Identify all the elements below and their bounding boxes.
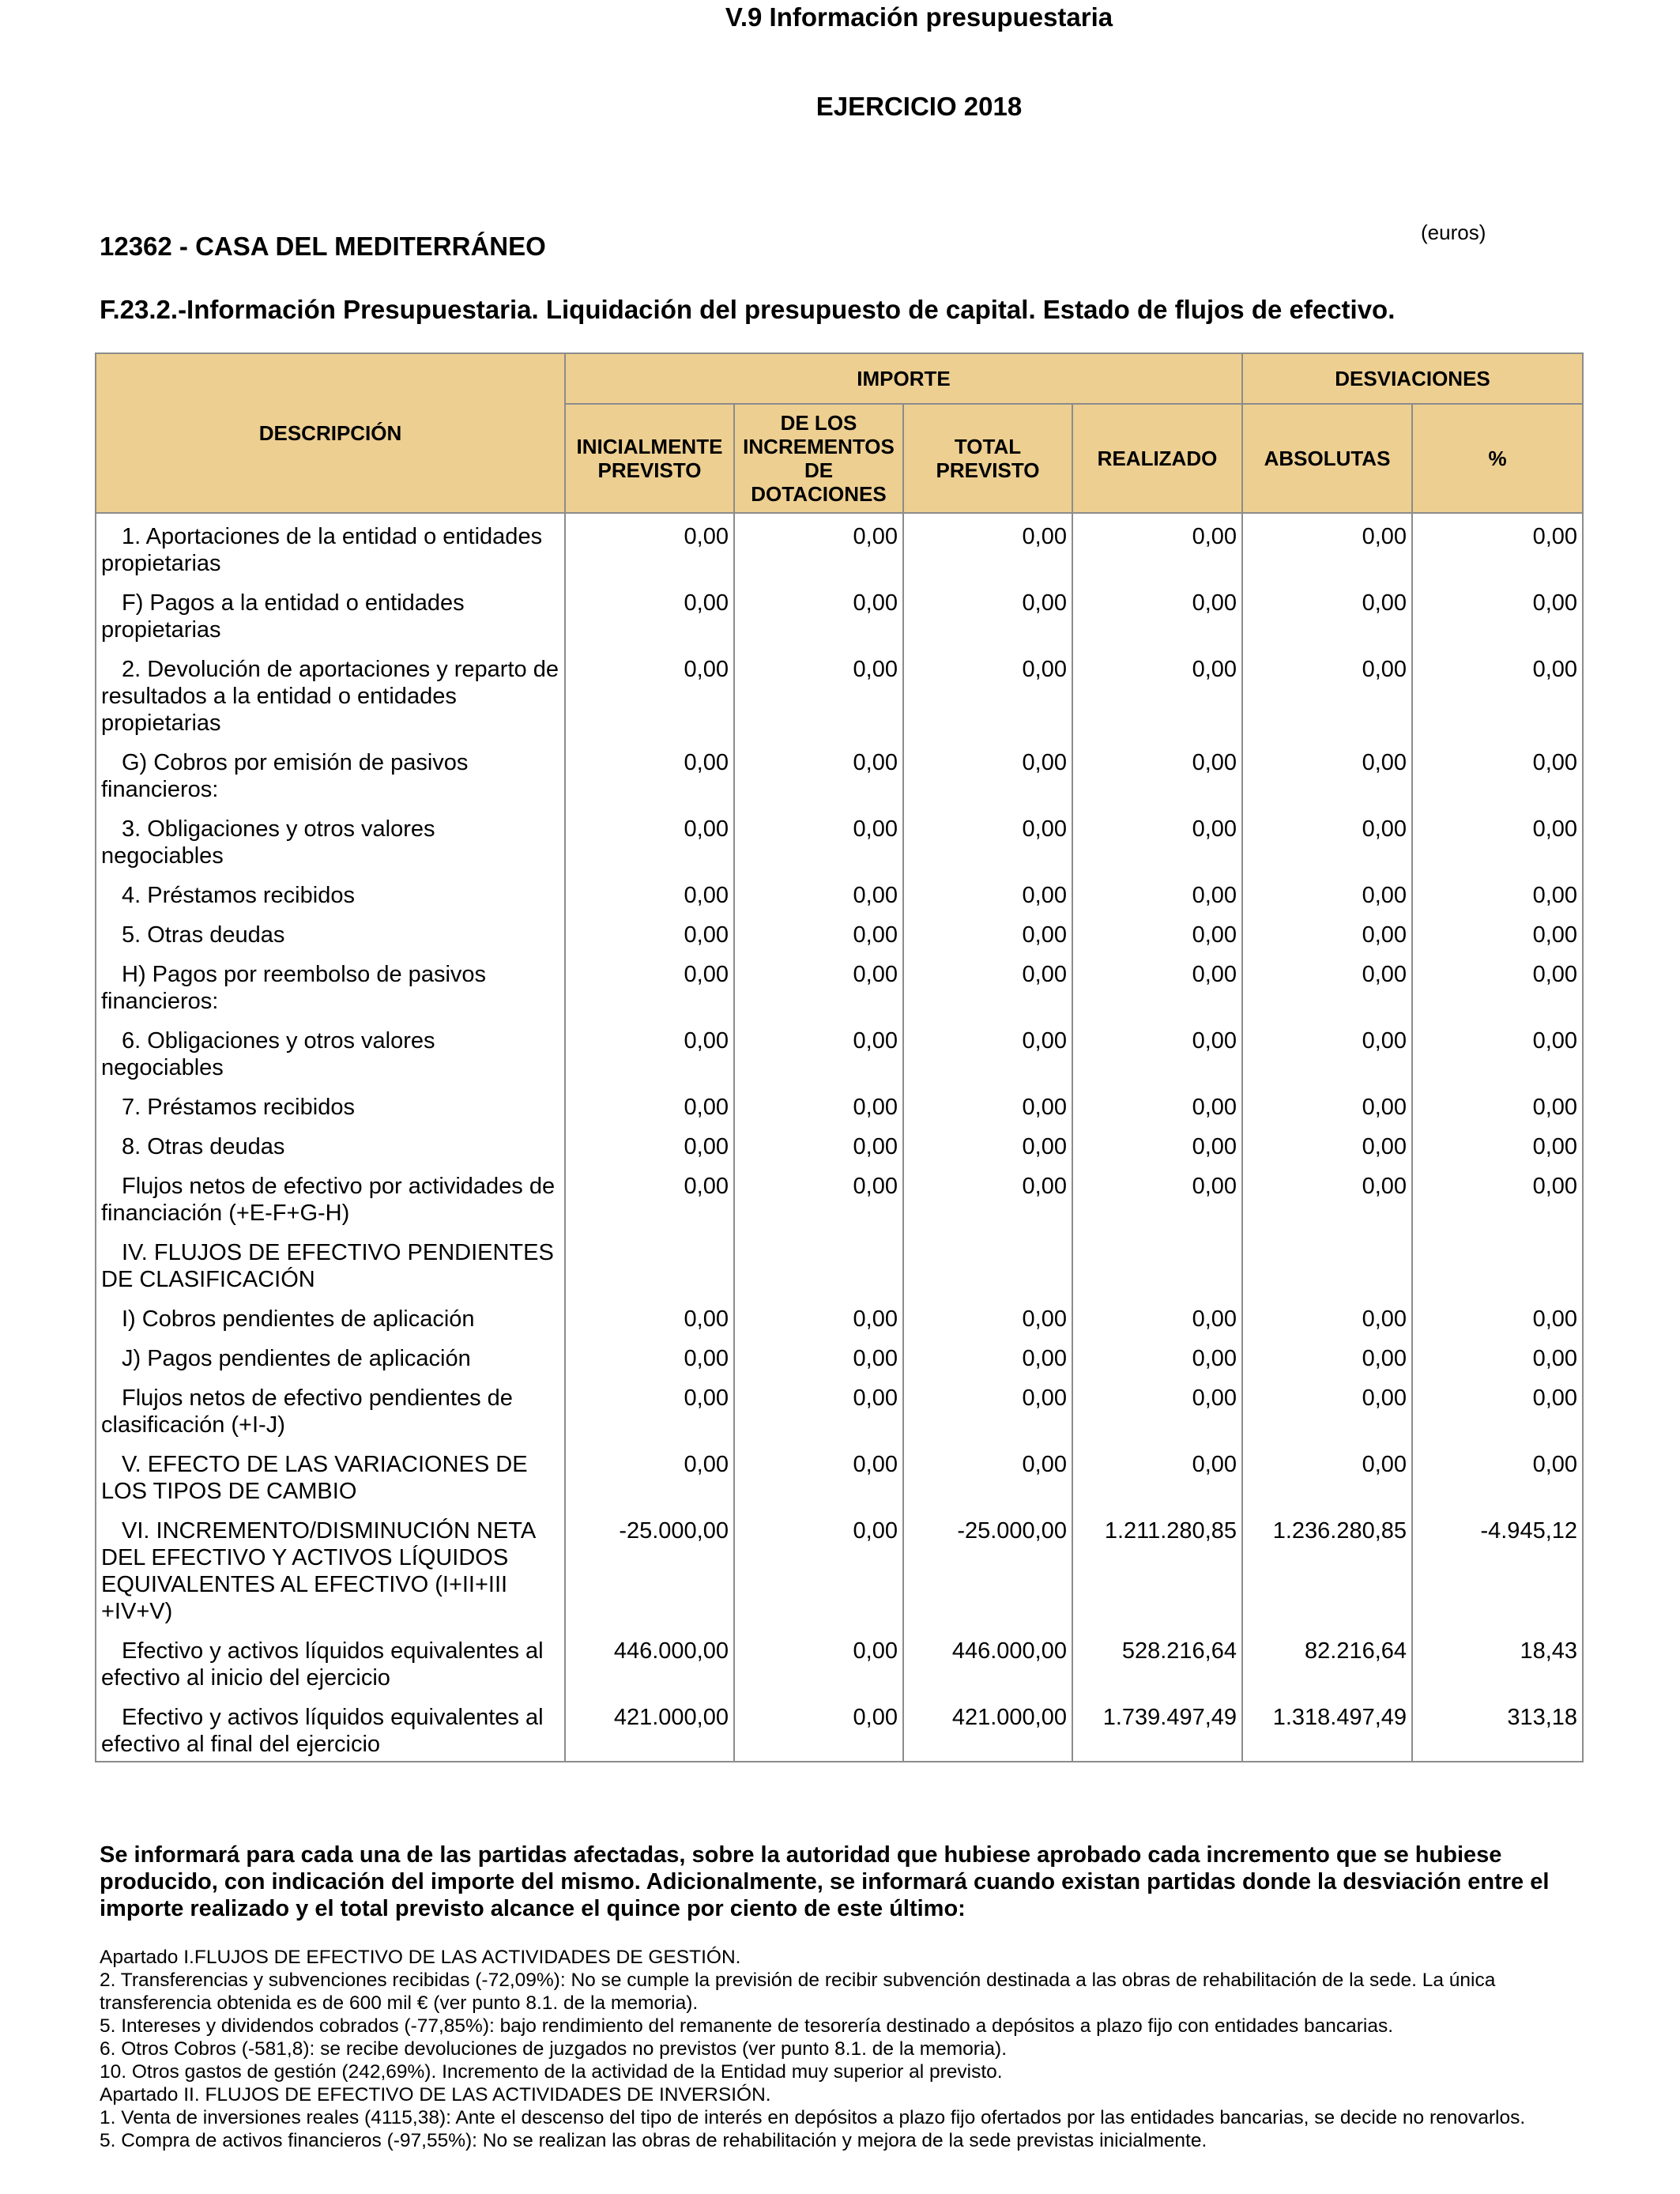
- cell-incrementos: 0,00: [734, 1508, 903, 1628]
- cell-absolutas: 0,00: [1242, 1442, 1412, 1508]
- cell-inicialmente-previsto: 0,00: [565, 1336, 734, 1375]
- row-label: VI. INCREMENTO/DISMINUCIÓN NETA DEL EFECTIVO Y ACTIVOS LÍQUIDOS EQUIVALENTES AL EFECTIVO (I+II+III +IV+V): [101, 1518, 535, 1624]
- section-title: V.9 Información presupuestaria: [725, 2, 1113, 32]
- table-row: [96, 1084, 1583, 1124]
- row-description: [96, 1442, 565, 1508]
- table-row: [96, 580, 1583, 647]
- row-label: 3. Obligaciones y otros valores negociables: [101, 816, 435, 869]
- cell-total-previsto: [903, 1230, 1072, 1296]
- cell-realizado: [1072, 1230, 1242, 1296]
- cell-absolutas: 0,00: [1242, 912, 1412, 952]
- row-label: 5. Otras deudas: [122, 922, 285, 948]
- header-porcentaje: %: [1412, 404, 1583, 513]
- cell-porcentaje: 0,00: [1412, 912, 1583, 952]
- cell-incrementos: 0,00: [734, 1628, 903, 1695]
- header-inicialmente-previsto: INICIALMENTE PREVISTO: [565, 404, 734, 513]
- row-label: 1. Aportaciones de la entidad o entidades propietarias: [101, 524, 543, 576]
- cell-absolutas: 0,00: [1242, 1296, 1412, 1336]
- cell-incrementos: 0,00: [734, 1124, 903, 1163]
- row-label: J) Pagos pendientes de aplicación: [122, 1346, 471, 1371]
- cell-inicialmente-previsto: 0,00: [565, 1124, 734, 1163]
- cell-incrementos: 0,00: [734, 647, 903, 740]
- cell-realizado: 0,00: [1072, 1084, 1242, 1124]
- cell-porcentaje: 0,00: [1412, 1375, 1583, 1442]
- row-label: V. EFECTO DE LAS VARIACIONES DE LOS TIPOS DE CAMBIO: [101, 1452, 528, 1504]
- notes-intro: Se informará para cada una de las partidas afectadas, sobre la autoridad que hubiese aprobado cada incremento que se hubiese producido, con indicación del importe del mismo. Adicionalmente, se informará cuando existan partidas donde la desviación entre el importe realizado y el total previsto alcance el quince por ciento de este último:: [100, 1842, 1550, 1921]
- cell-absolutas: 0,00: [1242, 1124, 1412, 1163]
- cell-inicialmente-previsto: 0,00: [565, 952, 734, 1018]
- cell-inicialmente-previsto: 0,00: [565, 1084, 734, 1124]
- cell-incrementos: 0,00: [734, 1163, 903, 1230]
- row-description: [96, 1018, 565, 1084]
- cell-absolutas: 0,00: [1242, 513, 1412, 580]
- cell-inicialmente-previsto: 0,00: [565, 873, 734, 912]
- cell-porcentaje: -4.945,12: [1412, 1508, 1583, 1628]
- cell-incrementos: 0,00: [734, 873, 903, 912]
- note-line: Apartado II. FLUJOS DE EFECTIVO DE LAS ACTIVIDADES DE INVERSIÓN.: [100, 2084, 771, 2105]
- cell-total-previsto: 0,00: [903, 513, 1072, 580]
- row-label: I) Cobros pendientes de aplicación: [122, 1306, 475, 1332]
- cell-porcentaje: 0,00: [1412, 1442, 1583, 1508]
- cell-realizado: 0,00: [1072, 1375, 1242, 1442]
- cell-realizado: 0,00: [1072, 1336, 1242, 1375]
- row-description: [96, 1628, 565, 1695]
- cell-porcentaje: 0,00: [1412, 513, 1583, 580]
- cell-incrementos: 0,00: [734, 1084, 903, 1124]
- table-row: [96, 1375, 1583, 1442]
- cell-total-previsto: 0,00: [903, 1336, 1072, 1375]
- cell-realizado: 0,00: [1072, 1018, 1242, 1084]
- cell-total-previsto: -25.000,00: [903, 1508, 1072, 1628]
- cell-porcentaje: 0,00: [1412, 647, 1583, 740]
- cell-porcentaje: 0,00: [1412, 873, 1583, 912]
- note-line: 6. Otros Cobros (-581,8): se recibe devoluciones de juzgados no previstos (ver punto 8.1. de la memoria).: [100, 2038, 1007, 2060]
- row-description: [96, 1695, 565, 1762]
- exercise-year: EJERCICIO 2018: [816, 92, 1023, 121]
- table-row: [96, 1628, 1583, 1695]
- cell-inicialmente-previsto: 0,00: [565, 513, 734, 580]
- table-row: [96, 1124, 1583, 1163]
- cell-realizado: 0,00: [1072, 647, 1242, 740]
- cell-total-previsto: 0,00: [903, 1124, 1072, 1163]
- cell-total-previsto: 0,00: [903, 1018, 1072, 1084]
- row-description: [96, 1508, 565, 1628]
- cell-inicialmente-previsto: 0,00: [565, 1296, 734, 1336]
- cell-total-previsto: 0,00: [903, 912, 1072, 952]
- cell-inicialmente-previsto: 0,00: [565, 1375, 734, 1442]
- cell-porcentaje: 0,00: [1412, 1084, 1583, 1124]
- cell-realizado: 0,00: [1072, 1163, 1242, 1230]
- table-row: [96, 1336, 1583, 1375]
- cell-total-previsto: 0,00: [903, 873, 1072, 912]
- cell-incrementos: 0,00: [734, 1442, 903, 1508]
- cell-incrementos: 0,00: [734, 513, 903, 580]
- row-description: [96, 912, 565, 952]
- cell-incrementos: 0,00: [734, 952, 903, 1018]
- table-row: [96, 1163, 1583, 1230]
- cell-inicialmente-previsto: 0,00: [565, 740, 734, 806]
- cell-porcentaje: 0,00: [1412, 806, 1583, 873]
- header-realizado: REALIZADO: [1072, 404, 1242, 513]
- cell-porcentaje: 0,00: [1412, 1163, 1583, 1230]
- cell-realizado: 0,00: [1072, 873, 1242, 912]
- cell-realizado: 528.216,64: [1072, 1628, 1242, 1695]
- cell-absolutas: 0,00: [1242, 1375, 1412, 1442]
- table-row: [96, 952, 1583, 1018]
- cell-incrementos: 0,00: [734, 740, 903, 806]
- cell-realizado: 1.211.280,85: [1072, 1508, 1242, 1628]
- cell-absolutas: 0,00: [1242, 740, 1412, 806]
- row-label: 8. Otras deudas: [122, 1134, 285, 1159]
- cell-incrementos: 0,00: [734, 580, 903, 647]
- cell-incrementos: 0,00: [734, 1375, 903, 1442]
- row-label: Efectivo y activos líquidos equivalentes al efectivo al inicio del ejercicio: [101, 1638, 544, 1691]
- row-description: [96, 580, 565, 647]
- cell-absolutas: 0,00: [1242, 952, 1412, 1018]
- cell-incrementos: 0,00: [734, 806, 903, 873]
- cell-inicialmente-previsto: -25.000,00: [565, 1508, 734, 1628]
- cell-incrementos: 0,00: [734, 1695, 903, 1762]
- cell-total-previsto: 0,00: [903, 952, 1072, 1018]
- row-label: F) Pagos a la entidad o entidades propietarias: [101, 590, 465, 643]
- cell-total-previsto: 0,00: [903, 1163, 1072, 1230]
- cell-absolutas: 0,00: [1242, 580, 1412, 647]
- row-description: [96, 647, 565, 740]
- table-row: [96, 1230, 1583, 1296]
- table-row: [96, 513, 1583, 580]
- budget-table-body: [96, 513, 1583, 1762]
- note-line: 1. Venta de inversiones reales (4115,38): Ante el descenso del tipo de interés en depósitos a plazo fijo ofertados por las entidades bancarias, se decide no renovarlos.: [100, 2107, 1526, 2128]
- cell-inicialmente-previsto: 421.000,00: [565, 1695, 734, 1762]
- cell-inicialmente-previsto: 0,00: [565, 647, 734, 740]
- cell-realizado: 0,00: [1072, 1442, 1242, 1508]
- cell-total-previsto: 0,00: [903, 647, 1072, 740]
- note-line: 10. Otros gastos de gestión (242,69%). Incremento de la actividad de la Entidad muy superior al previsto.: [100, 2061, 1003, 2083]
- table-row: [96, 1695, 1583, 1762]
- header-total-previsto: TOTAL PREVISTO: [903, 404, 1072, 513]
- row-description: [96, 1084, 565, 1124]
- row-description: [96, 1375, 565, 1442]
- cell-porcentaje: 0,00: [1412, 1336, 1583, 1375]
- cell-absolutas: 0,00: [1242, 806, 1412, 873]
- cell-inicialmente-previsto: 0,00: [565, 1442, 734, 1508]
- cell-absolutas: 0,00: [1242, 873, 1412, 912]
- cell-inicialmente-previsto: 0,00: [565, 912, 734, 952]
- cell-absolutas: 0,00: [1242, 1336, 1412, 1375]
- table-row: [96, 873, 1583, 912]
- cell-porcentaje: 0,00: [1412, 1124, 1583, 1163]
- table-row: [96, 1018, 1583, 1084]
- cell-porcentaje: [1412, 1230, 1583, 1296]
- cell-incrementos: 0,00: [734, 1018, 903, 1084]
- entity-name: 12362 - CASA DEL MEDITERRÁNEO: [100, 232, 546, 261]
- row-description: [96, 873, 565, 912]
- cell-inicialmente-previsto: [565, 1230, 734, 1296]
- cell-total-previsto: 0,00: [903, 580, 1072, 647]
- row-description: [96, 740, 565, 806]
- row-description: [96, 1296, 565, 1336]
- table-row: [96, 647, 1583, 740]
- row-label: 6. Obligaciones y otros valores negociables: [101, 1028, 435, 1080]
- cell-realizado: 0,00: [1072, 912, 1242, 952]
- cell-realizado: 0,00: [1072, 806, 1242, 873]
- row-label: IV. FLUJOS DE EFECTIVO PENDIENTES DE CLASIFICACIÓN: [101, 1240, 554, 1292]
- table-row: [96, 806, 1583, 873]
- row-description: [96, 513, 565, 580]
- cell-total-previsto: 0,00: [903, 1296, 1072, 1336]
- report-title: F.23.2.-Información Presupuestaria. Liquidación del presupuesto de capital. Estado de flujos de efectivo.: [100, 295, 1396, 324]
- row-label: 4. Préstamos recibidos: [122, 883, 355, 908]
- note-line: 2. Transferencias y subvenciones recibidas (-72,09%): No se cumple la previsión de recibir subvención destinada a las obras de rehabilitación de la sede. La única transferencia obtenida es de 600 mil € (ver punto 8.1. de la memoria).: [100, 1970, 1496, 2014]
- cell-absolutas: 0,00: [1242, 647, 1412, 740]
- table-row: [96, 912, 1583, 952]
- row-description: [96, 952, 565, 1018]
- cell-porcentaje: 18,43: [1412, 1628, 1583, 1695]
- cell-inicialmente-previsto: 0,00: [565, 580, 734, 647]
- row-label: Flujos netos de efectivo por actividades de financiación (+E-F+G-H): [101, 1174, 556, 1226]
- cell-absolutas: 1.236.280,85: [1242, 1508, 1412, 1628]
- cell-porcentaje: 313,18: [1412, 1695, 1583, 1762]
- cell-realizado: 0,00: [1072, 580, 1242, 647]
- table-row: [96, 1296, 1583, 1336]
- cell-porcentaje: 0,00: [1412, 580, 1583, 647]
- cell-absolutas: 0,00: [1242, 1084, 1412, 1124]
- cell-porcentaje: 0,00: [1412, 740, 1583, 806]
- cell-total-previsto: 0,00: [903, 1375, 1072, 1442]
- header-incrementos-dotaciones: DE LOS INCREMENTOS DE DOTACIONES: [734, 404, 903, 513]
- cell-total-previsto: 421.000,00: [903, 1695, 1072, 1762]
- header-absolutas: ABSOLUTAS: [1242, 404, 1412, 513]
- note-line: Apartado I.FLUJOS DE EFECTIVO DE LAS ACTIVIDADES DE GESTIÓN.: [100, 1947, 741, 1968]
- row-label: Efectivo y activos líquidos equivalentes al efectivo al final del ejercicio: [101, 1705, 544, 1757]
- note-line: 5. Compra de activos financieros (-97,55%): No se realizan las obras de rehabilitación y mejora de la sede previstas inicialmente.: [100, 2130, 1207, 2151]
- cell-absolutas: [1242, 1230, 1412, 1296]
- table-row: [96, 740, 1583, 806]
- row-description: [96, 1163, 565, 1230]
- cell-realizado: 0,00: [1072, 952, 1242, 1018]
- row-description: [96, 806, 565, 873]
- cell-total-previsto: 0,00: [903, 740, 1072, 806]
- row-label: 2. Devolución de aportaciones y reparto de resultados a la entidad o entidades propietarias: [101, 657, 559, 736]
- notes-list: [100, 1946, 1585, 2152]
- cell-incrementos: 0,00: [734, 1296, 903, 1336]
- cell-total-previsto: 446.000,00: [903, 1628, 1072, 1695]
- cell-absolutas: 0,00: [1242, 1163, 1412, 1230]
- cell-incrementos: 0,00: [734, 912, 903, 952]
- table-row: [96, 1508, 1583, 1628]
- cell-incrementos: [734, 1230, 903, 1296]
- header-descripcion: DESCRIPCIÓN: [96, 353, 565, 513]
- cell-realizado: 0,00: [1072, 740, 1242, 806]
- row-label: 7. Préstamos recibidos: [122, 1095, 355, 1120]
- header-importe: IMPORTE: [565, 353, 1242, 404]
- cell-inicialmente-previsto: 446.000,00: [565, 1628, 734, 1695]
- cell-absolutas: 82.216,64: [1242, 1628, 1412, 1695]
- row-description: [96, 1336, 565, 1375]
- cell-realizado: 1.739.497,49: [1072, 1695, 1242, 1762]
- cell-total-previsto: 0,00: [903, 1442, 1072, 1508]
- cell-absolutas: 0,00: [1242, 1018, 1412, 1084]
- cell-inicialmente-previsto: 0,00: [565, 806, 734, 873]
- cell-realizado: 0,00: [1072, 1296, 1242, 1336]
- currency-units: (euros): [1421, 221, 1486, 244]
- cell-incrementos: 0,00: [734, 1336, 903, 1375]
- cell-porcentaje: 0,00: [1412, 1018, 1583, 1084]
- cell-porcentaje: 0,00: [1412, 952, 1583, 1018]
- cell-realizado: 0,00: [1072, 513, 1242, 580]
- cell-inicialmente-previsto: 0,00: [565, 1018, 734, 1084]
- cell-absolutas: 1.318.497,49: [1242, 1695, 1412, 1762]
- budget-table: [95, 352, 1584, 1762]
- row-label: H) Pagos por reembolso de pasivos financieros:: [101, 962, 487, 1014]
- row-description: [96, 1124, 565, 1163]
- cell-porcentaje: 0,00: [1412, 1296, 1583, 1336]
- cell-total-previsto: 0,00: [903, 1084, 1072, 1124]
- cell-total-previsto: 0,00: [903, 806, 1072, 873]
- cell-inicialmente-previsto: 0,00: [565, 1163, 734, 1230]
- note-line: 5. Intereses y dividendos cobrados (-77,85%): bajo rendimiento del remanente de tesorería destinado a depósitos a plazo fijo con entidades bancarias.: [100, 2015, 1394, 2037]
- row-label: Flujos netos de efectivo pendientes de clasificación (+I-J): [101, 1385, 513, 1438]
- header-desviaciones: DESVIACIONES: [1242, 353, 1583, 404]
- cell-realizado: 0,00: [1072, 1124, 1242, 1163]
- row-description: [96, 1230, 565, 1296]
- row-label: G) Cobros por emisión de pasivos financieros:: [101, 750, 469, 802]
- table-row: [96, 1442, 1583, 1508]
